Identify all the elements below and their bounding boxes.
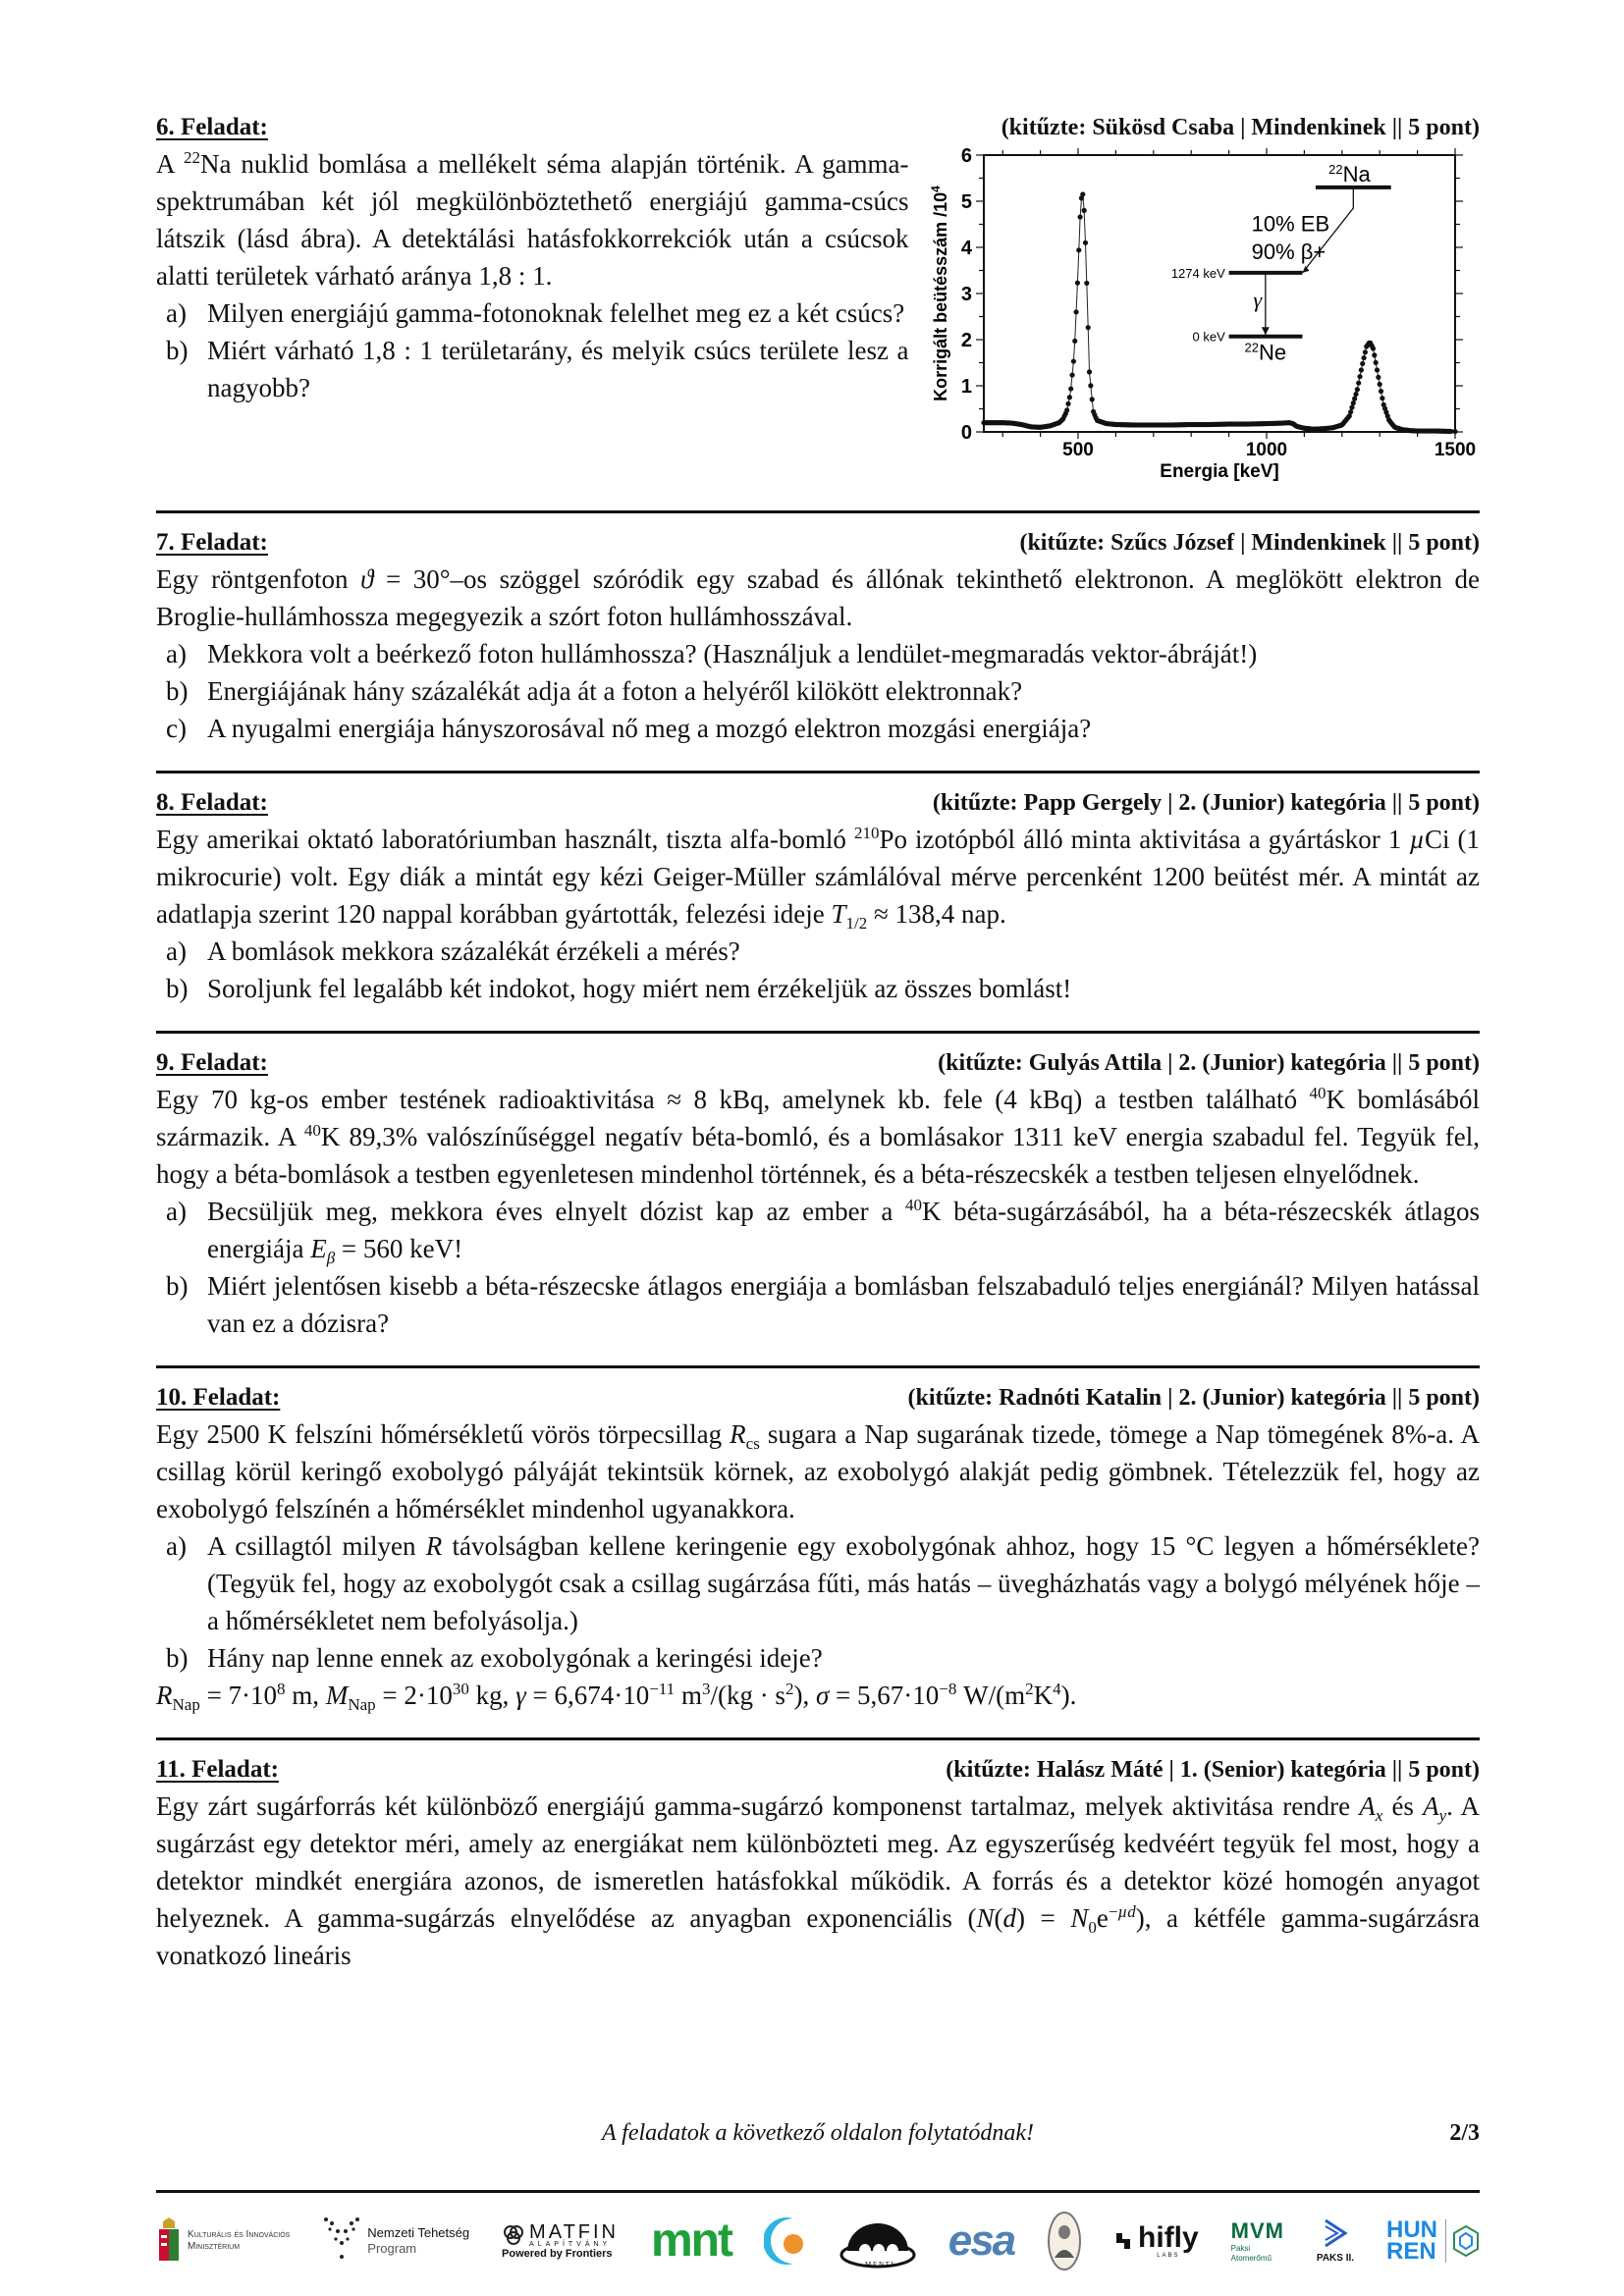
task-body: Egy 70 kg-os ember testének radioaktivitása ≈ 8 kBq, amelynek kb. fele (4 kBq) a testben található $^{40}$K bomlásából származik. A $^{40}$K 89,3% valószínűséggel negatív béta-bomló, és a bomlásakor 1311 keV energia szabadul fel. Tegyük fel, hogy a béta-bomlások a testben egyenletesen mindenhol történnek, és a béta-részecskék a testben teljesen elnyelődnek.	[156, 1084, 1480, 1189]
subquestion	[156, 933, 1480, 970]
logo-text: LABS	[1157, 2253, 1180, 2259]
sponsor-logos	[156, 2202, 1480, 2280]
spectrum-point	[1072, 339, 1077, 344]
spectrum-point	[1357, 374, 1362, 379]
spectrum-point	[1081, 208, 1086, 213]
decay-mode-label: 90% β+	[1251, 239, 1326, 264]
subquestion-text: Soroljunk fel legalább két indokot, hogy miért nem érzékeljük az összes bomlást!	[207, 974, 1072, 1003]
task-7	[156, 525, 1480, 747]
arrow-head-icon	[1302, 266, 1309, 273]
task-header	[156, 1045, 1480, 1081]
spectrum-point	[1076, 247, 1081, 252]
spectrum-point	[1372, 352, 1377, 357]
logo-text: PAKS II.	[1316, 2253, 1355, 2264]
spectrum-line	[984, 194, 1451, 432]
subquestion-label: a)	[166, 298, 187, 328]
spectrum-point	[1065, 401, 1070, 406]
subquestion-text: Miért várható 1,8 : 1 területarány, és melyik csúcs területe lesz a nagyobb?	[207, 336, 909, 402]
mnt-logo	[650, 2215, 731, 2267]
logo-text: hifly	[1138, 2221, 1199, 2254]
subquestion-text: A nyugalmi energiája hányszorosával nő meg a mozgó elektron mozgási energiája?	[207, 714, 1092, 743]
level-label: 0 keV	[1192, 329, 1225, 345]
spectrum-point	[1378, 389, 1382, 394]
task-items	[156, 1193, 1480, 1342]
subquestion-label: b)	[166, 336, 189, 365]
task-10	[156, 1380, 1480, 1714]
subquestion-text: A bomlások mekkora százalékát érzékeli a mérés?	[207, 936, 740, 966]
subquestion	[156, 1639, 1480, 1677]
hifly-logo	[1114, 2223, 1199, 2259]
subquestion-label: a)	[166, 936, 187, 966]
kim-logo	[156, 2217, 290, 2265]
y-tick-label: 5	[960, 191, 972, 213]
task-header	[156, 1380, 1480, 1415]
spectrum-point	[1373, 360, 1378, 365]
subquestion	[156, 294, 909, 332]
logo-text: Nemzeti Tehetség	[367, 2225, 470, 2240]
constants: $R_{Nap} = 7\cdot 10^8$ m, $M_{Nap} = 2\cdot 10^{30}$ kg, $\gamma = 6,674\cdot 10^{-11}$ $m^3/(kg \cdot s^2)$, $\sigma = 5,67\cdot 10^{-8}$ $W/(m^2K^4)$.	[156, 1680, 1077, 1714]
paks2-logo	[1317, 2218, 1354, 2264]
x-axis-label: Energia [keV]	[1159, 461, 1279, 482]
x-tick-label: 1500	[1434, 440, 1476, 460]
matfin-knot-icon	[502, 2223, 525, 2247]
subquestion-label: a)	[166, 1197, 187, 1226]
mvm-logo	[1231, 2218, 1284, 2264]
subquestion-text: A csillagtól milyen R távolságban kellene keringenie egy exobolygónak ahhoz, hogy 15 °C legyen a hőmérséklete? (Tegyük fel, hogy az exobolygót csak a csillag sugárzása fűti, más hatás – üvegházhatás vagy a bolygó mélyének hője – a hőmérsékletet nem befolyásolja.)	[207, 1531, 1481, 1635]
spectrum-point	[1066, 395, 1071, 400]
task-body: A $^{22}$Na nuklid bomlása a mellékelt séma alapján történik. A gamma-spektrumában két jól megkülönböztethető energiájú gamma-csúcs látszik (lásd ábra). A detektálási hatásfokkorrekciók után a csúcsok alatti területek várható aránya 1,8 : 1.	[156, 148, 909, 291]
logo-text: MATFIN	[529, 2220, 619, 2243]
task-title: 9. Feladat:	[156, 1049, 268, 1076]
task-11	[156, 1752, 1480, 1974]
y-tick-label: 1	[960, 376, 972, 398]
spectrum-point	[1086, 369, 1091, 374]
subquestion-text: Hány nap lenne ennek az exobolygónak a keringési ideje?	[207, 1643, 823, 1673]
subquestion-text: Becsüljük meg, mekkora éves elnyelt dózist kap az ember a $^{40}$K béta-sugárzásából, ha a béta-részecskék átlagos energiája $E_\beta = 560$ keV!	[207, 1196, 1480, 1267]
page-content	[156, 110, 1480, 1974]
page-footer	[156, 2120, 1480, 2160]
divider	[156, 1737, 1480, 1740]
task-title: 7. Feladat:	[156, 529, 268, 556]
spectrum-point	[1380, 396, 1384, 400]
subquestion-label: c)	[166, 714, 187, 743]
spectrum-point	[1082, 240, 1087, 245]
y-tick-label: 0	[960, 422, 972, 444]
hungarian-crest-icon	[156, 2217, 182, 2265]
subquestion-label: a)	[166, 639, 187, 668]
task-body: Egy 2500 K felszíni hőmérsékletű vörös törpecsillag $R_{cs}$ sugara a Nap sugarának tizede, tömege a Nap tömegének 8%-a. A csillag körül keringő exobolygó pályáját tekintsük körnek, az exobolygó alakját pedig gömbnek. Tételezzük fel, hogy az exobolygó felszínén a hőmérséklet mindenhol ugyanakkora.	[156, 1419, 1480, 1523]
spectrum-point	[1069, 372, 1074, 377]
task-title: 8. Feladat:	[156, 789, 268, 816]
level-label: 1274 keV	[1170, 265, 1225, 281]
spectrum-point	[1077, 214, 1082, 219]
spectrum-point	[1376, 375, 1380, 380]
spectrum-point	[1350, 400, 1355, 405]
spectrum-point	[1370, 346, 1375, 350]
task-meta: (kitűzte: Papp Gergely | 2. (Junior) kategória || 5 pont)	[932, 790, 1480, 816]
spectrum-point	[1084, 281, 1089, 286]
logo-text: ALAPÍTVÁNY	[529, 2240, 612, 2248]
plot-frame	[984, 155, 1455, 432]
spectrum-point	[1354, 387, 1359, 392]
spectrum-point	[1358, 367, 1363, 372]
task-8	[156, 785, 1480, 1007]
spectrum-point	[1361, 355, 1366, 360]
task-meta: (kitűzte: Gulyás Attila | 2. (Junior) kategória || 5 pont)	[938, 1050, 1480, 1076]
task-9	[156, 1045, 1480, 1342]
eotvos-medal-logo	[1047, 2211, 1082, 2271]
spectrum-chart	[921, 137, 1490, 510]
ntp-logo	[322, 2214, 469, 2269]
subquestion-label: b)	[166, 1643, 189, 1673]
spectrum-point	[1362, 349, 1367, 354]
spectrum-point	[1089, 397, 1094, 401]
subquestion	[156, 672, 1480, 710]
divider	[156, 1031, 1480, 1034]
y-tick-label: 6	[960, 145, 972, 167]
ntp-mark-icon	[322, 2214, 361, 2269]
divider	[156, 1365, 1480, 1368]
task-header	[156, 525, 1480, 561]
spectrum-point	[1070, 358, 1075, 363]
spectrum-point	[1360, 361, 1365, 366]
task-items	[156, 1527, 1480, 1677]
logo-text: Powered by Frontiers	[502, 2247, 613, 2260]
esa-logo	[948, 2216, 1014, 2266]
subquestion	[156, 332, 909, 406]
subquestion	[156, 1527, 1480, 1639]
task-header	[156, 785, 1480, 821]
subquestion-text: Energiájának hány százalékát adja át a foton a helyéről kilökött elektronnak?	[207, 676, 1023, 706]
spectrum-point	[1068, 386, 1073, 391]
task-meta: (kitűzte: Radnóti Katalin | 2. (Junior) kategória || 5 pont)	[907, 1385, 1480, 1411]
y-tick-label: 2	[960, 330, 972, 351]
menti-logo	[839, 2212, 916, 2270]
subquestion	[156, 970, 1480, 1007]
daughter-label: $^{22}$Ne	[1244, 340, 1286, 365]
spectrum-point	[1073, 309, 1078, 314]
subquestion	[156, 1193, 1480, 1267]
gamma-label: γ	[1253, 288, 1262, 313]
logo-text: HUN	[1386, 2216, 1437, 2243]
task-title: 10. Feladat:	[156, 1384, 281, 1411]
hifly-mark-icon	[1114, 2231, 1132, 2251]
parent-label: $^{22}$Na	[1327, 161, 1371, 187]
task-header	[156, 1752, 1480, 1788]
spectrum-point	[1374, 367, 1379, 372]
task-meta: (kitűzte: Sükösd Csaba | Mindenkinek || 5 pont)	[1001, 115, 1480, 140]
subquestion-label: b)	[166, 676, 189, 706]
hunren-logo	[1386, 2216, 1480, 2265]
y-tick-label: 3	[960, 284, 972, 305]
spectrum-point	[1085, 325, 1090, 330]
task-items	[156, 933, 1480, 1007]
task-body: Egy röntgenfoton ϑ = 30°–os szöggel szóródik egy szabad és állónak tekinthető elektronon. A meglökött elektron de Broglie-hullámhossza megegyezik a szórt foton hullámhosszával.	[156, 564, 1480, 631]
spectrum-point	[1064, 407, 1069, 412]
divider	[156, 771, 1480, 774]
spectrum-point	[1353, 392, 1358, 397]
subquestion	[156, 1267, 1480, 1342]
spectrum-point	[1356, 381, 1361, 386]
spectrum-figure	[928, 145, 1480, 499]
elte-ttk-logo	[764, 2216, 807, 2266]
logo-text: REN	[1386, 2238, 1436, 2265]
continuation-note: A feladatok a következő oldalon folytatódnak!	[601, 2120, 1035, 2146]
task-items	[156, 294, 909, 406]
logo-text: MVM	[1230, 2218, 1284, 2243]
task-6	[156, 110, 1480, 499]
logo-text: M E N T I	[864, 2261, 893, 2269]
y-tick-label: 4	[960, 238, 972, 259]
crescent-orange-icon	[764, 2216, 807, 2266]
subquestion-label: b)	[166, 974, 189, 1003]
spectrum-point	[1352, 397, 1357, 401]
spectrum-point	[1377, 382, 1381, 387]
spectrum-point	[1088, 383, 1093, 388]
divider	[156, 2190, 1480, 2193]
spectrum-point	[1452, 429, 1457, 434]
spectrum-point	[1074, 281, 1079, 286]
task-body: Egy amerikai oktató laboratóriumban használt, tiszta alfa-bomló $^{210}$Po izotópból álló minta aktivitása a gyártáskor 1 µCi (1 mikrocurie) volt. Egy diák a mintát egy kézi Geiger-Müller számlálóval mérve percenként 1200 beütést mér. A mintát az adatlapja szerint 120 nappal korábban gyártották, felezési ideje $T_{1/2} \approx 138,4$ nap.	[156, 824, 1481, 933]
matfin-logo	[502, 2220, 619, 2260]
logo-text: esa	[947, 2216, 1015, 2265]
subquestion-label: b)	[166, 1271, 189, 1301]
subquestion-label: a)	[166, 1531, 187, 1561]
spectrum-point	[1349, 405, 1354, 410]
y-axis-label: Korrigált beütésszám $/10^4$	[928, 186, 950, 401]
spectrum-point	[1434, 428, 1438, 433]
logo-text: Kulturális és Innovációs	[188, 2229, 291, 2240]
decay-mode-label: 10% EB	[1251, 211, 1329, 237]
subquestion	[156, 635, 1480, 672]
logo-text: Minisztérium	[188, 2241, 241, 2252]
spectrum-point	[1080, 191, 1085, 196]
task-body: Egy zárt sugárforrás két különböző energiájú gamma-sugárzó komponenst tartalmaz, melyek aktivitása rendre $A_x$ és $A_y$. A sugárzást egy detektor méri, amely az energiákat nem különbözteti meg. Az egyszerűség kedvéért tegyük fel most, hogy a detektor mindkét energiára azonos, de ismeretlen hatásfokkal működik. A forrás és a detektor közé homogén anyagot helyeznek. A gamma-sugárzás elnyelődése az anyagban exponenciális $(N(d) = N_0e^{-\mu d})$, a kétféle gamma-sugárzásra vonatkozó lineáris	[156, 1791, 1480, 1970]
logo-text: Program	[367, 2241, 417, 2256]
portrait-medal-icon	[1047, 2211, 1082, 2271]
arrow-head-icon	[1261, 327, 1269, 335]
subquestion-text: Milyen energiájú gamma-fotonoknak felelhet meg ez a két csúcs?	[207, 298, 905, 328]
subquestion-text: Mekkora volt a beérkező foton hullámhossza? (Használjuk a lendület-megmaradás vektor-ábráját!)	[207, 639, 1258, 668]
task-meta: (kitűzte: Szűcs József | Mindenkinek || 5 pont)	[1019, 530, 1480, 556]
task-items	[156, 635, 1480, 747]
spectrum-point	[1348, 409, 1353, 414]
logo-text: Paksi	[1230, 2244, 1251, 2253]
x-tick-label: 500	[1061, 440, 1094, 460]
subquestion-text: Miért jelentősen kisebb a béta-részecske átlagos energiája a bomlásban felszabaduló teljes energiánál? Milyen hatással van ez a dózisra?	[207, 1271, 1480, 1338]
x-tick-label: 1000	[1245, 440, 1287, 460]
logo-text: mnt	[650, 2215, 731, 2267]
paks-arrow-icon	[1322, 2218, 1349, 2248]
subquestion	[156, 710, 1480, 747]
divider	[156, 510, 1480, 513]
page-number: 2/3	[1449, 2120, 1480, 2146]
task-title: 6. Feladat:	[156, 114, 268, 140]
hexagon-icon	[1452, 2224, 1480, 2258]
task-title: 11. Feladat:	[156, 1756, 279, 1783]
task-meta: (kitűzte: Halász Máté | 1. (Senior) kategória || 5 pont)	[946, 1757, 1480, 1783]
dome-icon	[839, 2212, 916, 2270]
logo-text: Atomerőmű	[1230, 2254, 1272, 2263]
